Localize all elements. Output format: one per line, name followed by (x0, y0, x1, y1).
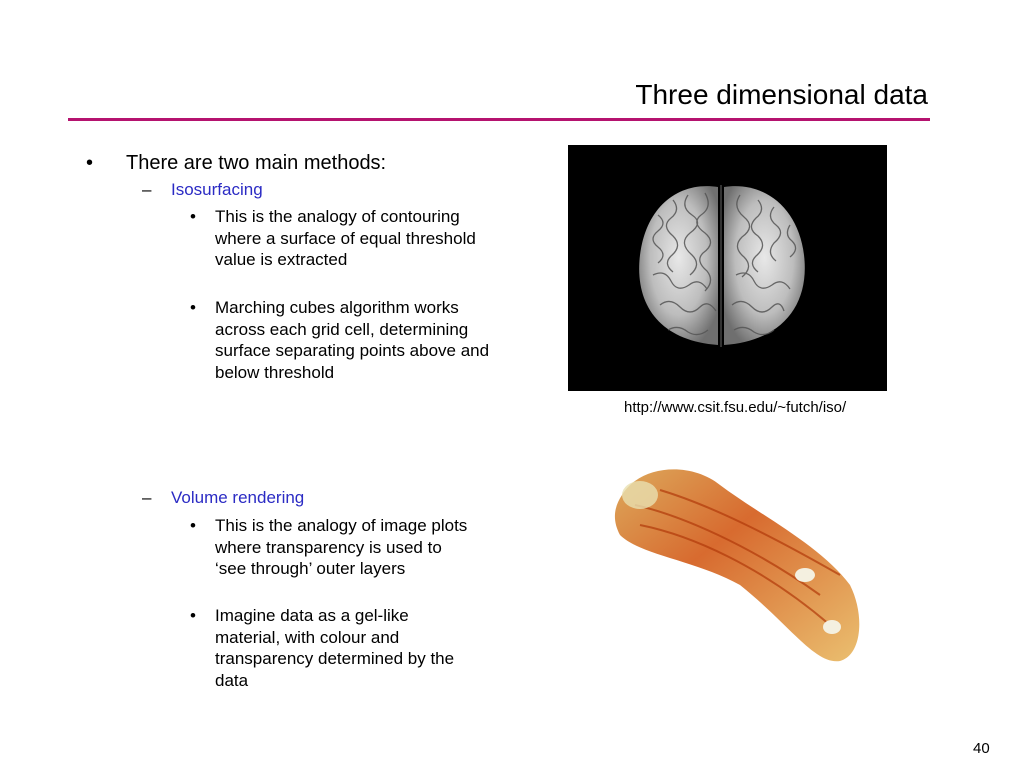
bullet-marker: • (190, 606, 196, 625)
method-point: This is the analogy of image plots where transparency is used to ‘see through’ outer layers (215, 516, 468, 578)
bullet-marker: • (86, 152, 94, 174)
main-bullet-text: There are two main methods: (126, 152, 387, 174)
brain-isosurface-image (568, 145, 887, 391)
slide-title: Three dimensional data (635, 79, 928, 110)
dash-marker: – (142, 488, 152, 507)
method-point: This is the analogy of contouring where a surface of equal threshold value is extracted (215, 207, 476, 269)
brain-illustration (568, 145, 887, 391)
method-heading-volume-rendering: Volume rendering (171, 488, 305, 507)
dash-marker: – (142, 180, 152, 199)
title-divider (68, 118, 930, 121)
method-point: Imagine data as a gel-like material, with colour and transparency determined by the data (215, 606, 455, 690)
volume-rendering-image (600, 455, 890, 670)
page-number: 40 (973, 740, 990, 757)
foot-volume-illustration (600, 455, 890, 670)
bullet-marker: • (190, 298, 196, 317)
method-point: Marching cubes algorithm works across each grid cell, determining surface separating points above and below threshold (215, 298, 490, 382)
method-heading-isosurfacing: Isosurfacing (171, 180, 263, 199)
bullet-marker: • (190, 516, 196, 535)
image-caption-link[interactable]: http://www.csit.fsu.edu/~futch/iso/ (624, 399, 847, 416)
bullet-marker: • (190, 207, 196, 226)
